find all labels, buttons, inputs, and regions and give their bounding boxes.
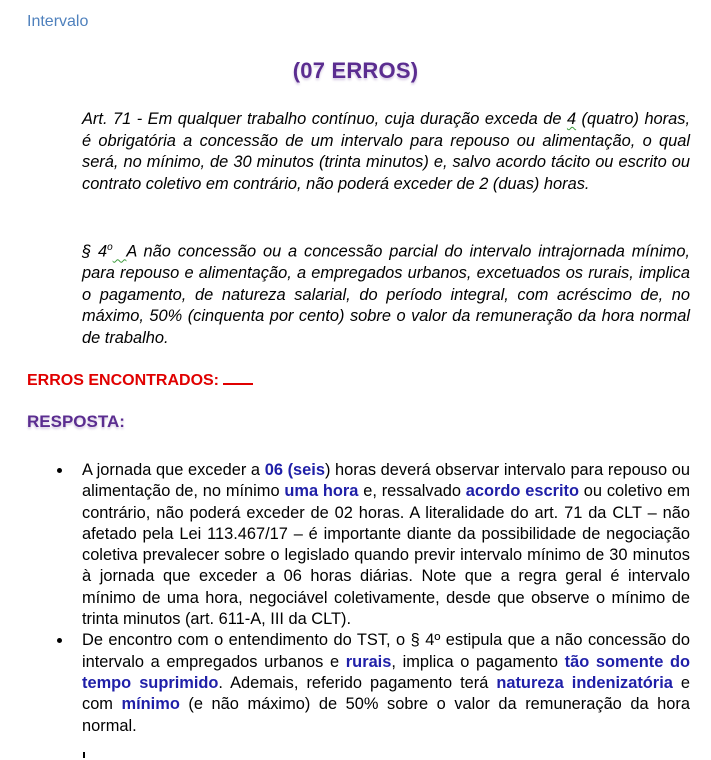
quote-paragraph-4 bbox=[82, 237, 690, 349]
answer-text: . Ademais, referido pagamento terá bbox=[218, 673, 497, 692]
answer-item bbox=[82, 630, 690, 736]
quote-text: § 4 bbox=[82, 242, 108, 261]
errors-label: ERROS ENCONTRADOS: bbox=[27, 372, 220, 389]
quote-art-71 bbox=[82, 109, 690, 195]
answer-label: RESPOSTA: bbox=[27, 412, 125, 431]
answer-list bbox=[82, 460, 690, 737]
superscript: o bbox=[107, 242, 113, 253]
highlighted-text: uma hora bbox=[284, 482, 359, 501]
page-title: (07 ERROS) bbox=[292, 58, 419, 83]
highlighted-text: natureza indenizatória bbox=[496, 673, 673, 692]
errors-found bbox=[27, 369, 253, 390]
errors-blank bbox=[223, 369, 253, 385]
section-heading: Intervalo bbox=[27, 13, 89, 30]
answer-item bbox=[82, 460, 690, 630]
answer-text: (e não máximo) de 50% sobre o valor da remuneração da hora normal. bbox=[82, 695, 690, 735]
answer-text: e, ressalvado bbox=[358, 482, 466, 501]
answer-text: e com bbox=[82, 673, 690, 714]
highlighted-text: tão somente do tempo suprimido bbox=[82, 652, 690, 692]
quote-text: Art. 71 - Em qualquer trabalho contínuo, cuja duração exceda de bbox=[82, 110, 567, 128]
answer-text: ) horas deverá observar intervalo para repouso ou alimentação de, no mínimo bbox=[82, 461, 690, 501]
answer-text: A jornada que exceder a bbox=[82, 461, 265, 479]
quote-text: A não concessão ou a concessão parcial do intervalo intrajornada mínimo, para repouso e alimentação, a empregados urbanos, excetuados os rurais, implica o pagamento, de natureza salarial, do período integral, com acréscimo de, no máximo, 50% (cinquenta por cento) sobre o valor da remuneração da hora normal de trabalho. bbox=[82, 242, 690, 347]
answer-text: , implica o pagamento bbox=[391, 652, 565, 671]
answer-text: De encontro com o entendimento do TST, o § 4º estipula que a não concessão do intervalo a empregados urbanos e bbox=[82, 631, 690, 671]
highlighted-text: acordo escrito bbox=[465, 482, 579, 501]
spellcheck-mark: 4 bbox=[566, 110, 577, 128]
highlighted-text: rurais bbox=[345, 652, 392, 671]
text-cursor bbox=[83, 752, 85, 758]
highlighted-text: 06 (seis bbox=[264, 461, 325, 479]
bullet-icon bbox=[57, 468, 62, 473]
highlighted-text: mínimo bbox=[121, 695, 180, 714]
answer-text: ou coletivo em contrário, não poderá exceder de 02 horas. A literalidade do art. 71 da CLT – não afetado pela Lei 113.467/17 – é importante diante da possibilidade de negociação coletiva prevalecer sobre o legislado quando previr intervalo mínimo de 30 minutos à jornada que exceder a 06 horas diárias. Note que a regra geral é intervalo mínimo de uma hora, negociável coletivamente, desde que observe o mínimo de trinta minutos (art. 611-A, III da CLT). bbox=[82, 482, 690, 629]
bullet-icon bbox=[57, 638, 62, 643]
spellcheck-mark bbox=[113, 242, 127, 260]
quote-text: (quatro) horas, é obrigatória a concessão de um intervalo para repouso ou alimentação, o qual será, no mínimo, de 30 minutos (trinta minutos) e, salvo acordo tácito ou escrito ou contrato coletivo em contrário, não poderá exceder de 2 (duas) horas. bbox=[82, 110, 690, 193]
